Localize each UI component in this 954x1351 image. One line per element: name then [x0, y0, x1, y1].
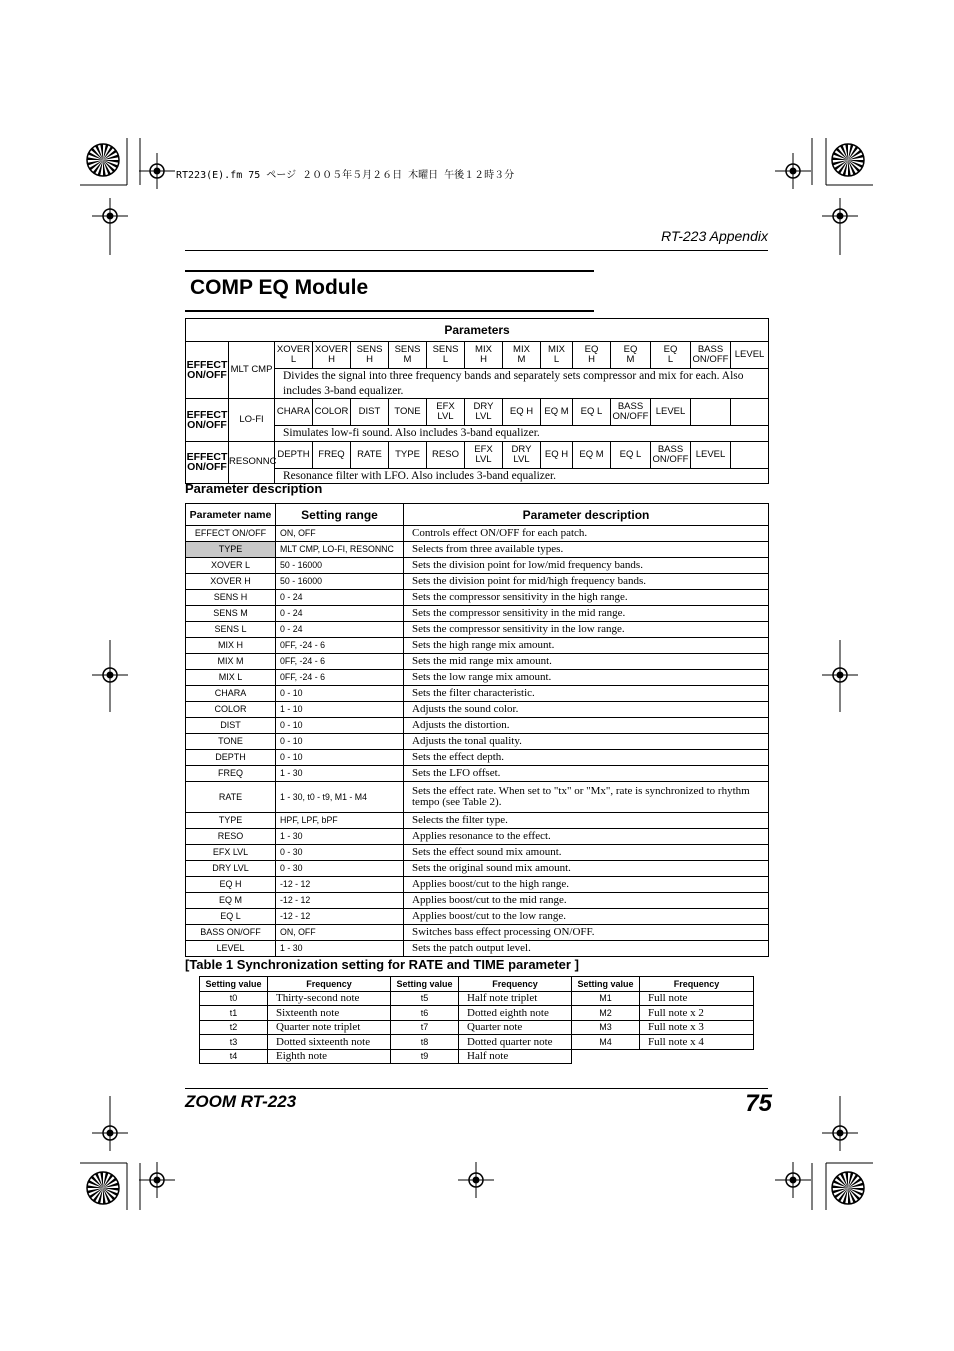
table-row [186, 542, 769, 558]
sync-setting-value: M3 [572, 1020, 640, 1035]
parameter-name: LEVEL [186, 941, 276, 957]
param-cell: XOVER H [313, 342, 351, 369]
crosshair-mark [469, 1173, 483, 1187]
param-cell: MIX M [503, 342, 541, 369]
param-cell: MIX L [541, 342, 573, 369]
param-cell: EQ M [611, 342, 651, 369]
parameter-name: SENS M [186, 606, 276, 622]
parameter-name: DRY LVL [186, 861, 276, 877]
parameter-description: Sets the high range mix amount. [404, 638, 769, 654]
table1-title: [Table 1 Synchronization setting for RATE and TIME parameter ] [185, 957, 579, 972]
setting-range: 1 - 10 [276, 702, 404, 718]
param-cell: EFX LVL [465, 441, 503, 468]
sync-header-frequency: Frequency [459, 977, 572, 992]
table-row [186, 606, 769, 622]
parameter-name: EFFECT ON/OFF [186, 526, 276, 542]
parameter-description: Sets the compressor sensitivity in the low range. [404, 622, 769, 638]
parameter-name: SENS H [186, 590, 276, 606]
sync-row [200, 1035, 754, 1050]
star-target-mark [87, 144, 119, 176]
parameter-description: Applies boost/cut to the mid range. [404, 893, 769, 909]
parameter-description: Sets the filter characteristic. [404, 686, 769, 702]
param-cell: EQ M [573, 441, 611, 468]
sync-header-setting: Setting value [391, 977, 459, 992]
table-row [186, 686, 769, 702]
table-row [186, 750, 769, 766]
parameter-name: DIST [186, 718, 276, 734]
table-row [186, 718, 769, 734]
parameters-row [186, 342, 769, 369]
sync-frequency: Half note triplet [459, 991, 572, 1006]
parameter-name: RATE [186, 782, 276, 813]
table-row [186, 670, 769, 686]
setting-range: 50 - 16000 [276, 574, 404, 590]
parameter-description: Applies resonance to the effect. [404, 829, 769, 845]
param-cell: EQ L [651, 342, 691, 369]
param-cell: BASS ON/OFF [651, 441, 691, 468]
sync-setting-value: M1 [572, 991, 640, 1006]
footer-brand: ZOOM RT-223 [185, 1092, 297, 1111]
parameter-description: Adjusts the tonal quality. [404, 734, 769, 750]
parameter-description: Applies boost/cut to the low range. [404, 909, 769, 925]
crosshair-mark [103, 1126, 117, 1140]
sync-row [200, 1049, 754, 1064]
footer-rule [185, 1088, 768, 1089]
star-target-mark [87, 1172, 119, 1204]
setting-range: -12 - 12 [276, 893, 404, 909]
param-cell: EQ H [573, 342, 611, 369]
param-cell: DRY LVL [465, 399, 503, 426]
sync-setting-value: t8 [391, 1035, 459, 1050]
parameter-name: MIX L [186, 670, 276, 686]
sync-setting-value: t0 [200, 991, 268, 1006]
param-cell [691, 399, 731, 426]
param-cell: DIST [351, 399, 389, 426]
parameter-name: MIX H [186, 638, 276, 654]
effect-description: Simulates low-fi sound. Also includes 3-band equalizer. [275, 426, 769, 442]
sync-frequency: Full note [640, 991, 754, 1006]
param-cell: EQ M [541, 399, 573, 426]
parameter-description: Applies boost/cut to the high range. [404, 877, 769, 893]
sync-frequency: Full note x 3 [640, 1020, 754, 1035]
param-cell: DEPTH [275, 441, 313, 468]
sync-frequency: Dotted sixteenth note [268, 1035, 391, 1050]
sync-header-setting: Setting value [572, 977, 640, 992]
sync-table [199, 976, 754, 1064]
parameter-name: XOVER H [186, 574, 276, 590]
sync-setting-value: t7 [391, 1020, 459, 1035]
sync-empty [572, 1049, 640, 1064]
crosshair-mark [786, 164, 800, 178]
setting-range: 0FF, -24 - 6 [276, 654, 404, 670]
sync-row [200, 1020, 754, 1035]
parameter-name: DEPTH [186, 750, 276, 766]
table-row [186, 734, 769, 750]
parameter-name: TONE [186, 734, 276, 750]
parameter-description: Adjusts the sound color. [404, 702, 769, 718]
table-row [186, 893, 769, 909]
parameter-name: BASS ON/OFF [186, 925, 276, 941]
parameter-name: EQ M [186, 893, 276, 909]
sync-setting-value: t4 [200, 1049, 268, 1064]
parameter-description: Sets the effect sound mix amount. [404, 845, 769, 861]
parameter-description: Switches bass effect processing ON/OFF. [404, 925, 769, 941]
sync-setting-value: t6 [391, 1006, 459, 1021]
parameter-description-title: Parameter description [185, 481, 323, 496]
crosshair-mark [786, 1173, 800, 1187]
effect-type-cell: RESONNC [229, 441, 275, 484]
crosshair-mark [103, 209, 117, 223]
parameter-description: Adjusts the distortion. [404, 718, 769, 734]
parameter-description: Sets the low range mix amount. [404, 670, 769, 686]
setting-range: -12 - 12 [276, 877, 404, 893]
parameter-name: EFX LVL [186, 845, 276, 861]
parameter-description: Sets the compressor sensitivity in the mid range. [404, 606, 769, 622]
effect-type-cell: LO-FI [229, 399, 275, 442]
effect-type-cell: MLT CMP [229, 342, 275, 399]
sync-empty [640, 1049, 754, 1064]
setting-range: -12 - 12 [276, 909, 404, 925]
setting-range: 0 - 10 [276, 718, 404, 734]
param-cell: BASS ON/OFF [691, 342, 731, 369]
sync-frequency: Sixteenth note [268, 1006, 391, 1021]
setting-range: ON, OFF [276, 925, 404, 941]
parameter-description: Sets the division point for mid/high frequency bands. [404, 574, 769, 590]
param-cell: RESO [427, 441, 465, 468]
parameter-name: SENS L [186, 622, 276, 638]
parameter-description: Sets the patch output level. [404, 941, 769, 957]
sync-setting-value: t3 [200, 1035, 268, 1050]
parameter-name: TYPE [186, 813, 276, 829]
table-row [186, 813, 769, 829]
parameter-description: Sets the mid range mix amount. [404, 654, 769, 670]
setting-range: HPF, LPF, bPF [276, 813, 404, 829]
parameter-name: FREQ [186, 766, 276, 782]
page-number: 75 [745, 1090, 772, 1117]
header-rule [185, 250, 768, 251]
setting-range: 0 - 24 [276, 622, 404, 638]
table-row [186, 574, 769, 590]
param-cell: SENS H [351, 342, 389, 369]
sync-frequency: Half note [459, 1049, 572, 1064]
sync-setting-value: M4 [572, 1035, 640, 1050]
parameter-name: CHARA [186, 686, 276, 702]
param-cell: SENS L [427, 342, 465, 369]
sync-frequency: Thirty-second note [268, 991, 391, 1006]
sync-frequency: Quarter note [459, 1020, 572, 1035]
table-row [186, 877, 769, 893]
table-row [186, 702, 769, 718]
param-cell: TYPE [389, 441, 427, 468]
col-header-range: Setting range [276, 504, 404, 526]
sync-setting-value: t2 [200, 1020, 268, 1035]
parameter-description-table [185, 503, 769, 957]
param-cell: EQ L [573, 399, 611, 426]
setting-range: 0 - 10 [276, 734, 404, 750]
col-header-description: Parameter description [404, 504, 769, 526]
setting-range: ON, OFF [276, 526, 404, 542]
setting-range: 1 - 30 [276, 766, 404, 782]
table-row [186, 654, 769, 670]
param-cell: EQ L [611, 441, 651, 468]
parameter-description: Sets the original sound mix amount. [404, 861, 769, 877]
table-row [186, 766, 769, 782]
param-cell: LEVEL [691, 441, 731, 468]
crosshair-mark [103, 668, 117, 682]
setting-range: 0 - 10 [276, 686, 404, 702]
table-row [186, 845, 769, 861]
parameter-name: EQ H [186, 877, 276, 893]
param-cell: EQ H [503, 399, 541, 426]
setting-range: 0FF, -24 - 6 [276, 638, 404, 654]
param-cell: EQ H [541, 441, 573, 468]
param-cell: MIX H [465, 342, 503, 369]
crosshair-mark [150, 1173, 164, 1187]
parameter-description: Sets the LFO offset. [404, 766, 769, 782]
sync-row [200, 991, 754, 1006]
sync-header-frequency: Frequency [640, 977, 754, 992]
print-header: RT223(E).fm 75 ページ ２００５年５月２６日 木曜日 午後１２時３分 [176, 170, 515, 181]
param-cell: LEVEL [651, 399, 691, 426]
setting-range: 0 - 24 [276, 590, 404, 606]
table-row [186, 925, 769, 941]
param-cell: BASS ON/OFF [611, 399, 651, 426]
sync-frequency: Quarter note triplet [268, 1020, 391, 1035]
crosshair-mark [833, 1126, 847, 1140]
col-header-name: Parameter name [186, 504, 276, 526]
parameter-description: Selects from three available types. [404, 542, 769, 558]
parameter-name: EQ L [186, 909, 276, 925]
sync-row [200, 1006, 754, 1021]
crosshair-mark [150, 164, 164, 178]
sync-frequency: Dotted eighth note [459, 1006, 572, 1021]
param-cell: LEVEL [731, 342, 769, 369]
table-row [186, 622, 769, 638]
sync-setting-value: t1 [200, 1006, 268, 1021]
crosshair-mark [833, 668, 847, 682]
effect-onoff-cell: EFFECT ON/OFF [186, 441, 229, 484]
sync-header-row [200, 977, 754, 992]
running-header: RT-223 Appendix [661, 228, 768, 244]
param-cell: TONE [389, 399, 427, 426]
setting-range: 0 - 10 [276, 750, 404, 766]
section-title-box [185, 270, 594, 312]
param-cell: SENS M [389, 342, 427, 369]
param-cell: FREQ [313, 441, 351, 468]
param-cell [731, 441, 769, 468]
parameter-description: Sets the division point for low/mid frequency bands. [404, 558, 769, 574]
parameter-name: COLOR [186, 702, 276, 718]
setting-range: 1 - 30 [276, 829, 404, 845]
effect-description: Resonance filter with LFO. Also includes 3-band equalizer. [275, 468, 769, 484]
sync-header-frequency: Frequency [268, 977, 391, 992]
sync-frequency: Dotted quarter note [459, 1035, 572, 1050]
param-cell: EFX LVL [427, 399, 465, 426]
table-row [186, 861, 769, 877]
effect-onoff-cell: EFFECT ON/OFF [186, 399, 229, 442]
sync-setting-value: t5 [391, 991, 459, 1006]
setting-range: 1 - 30 [276, 941, 404, 957]
parameter-name: MIX M [186, 654, 276, 670]
param-cell: DRY LVL [503, 441, 541, 468]
sync-setting-value: M2 [572, 1006, 640, 1021]
sync-setting-value: t9 [391, 1049, 459, 1064]
sync-frequency: Full note x 4 [640, 1035, 754, 1050]
crosshair-mark [833, 209, 847, 223]
param-cell: XOVER L [275, 342, 313, 369]
star-target-mark [832, 1172, 864, 1204]
sync-frequency: Eighth note [268, 1049, 391, 1064]
parameter-description: Sets the effect rate. When set to "tx" or "Mx", rate is synchronized to rhythm tempo (see Table 2). [404, 782, 769, 813]
parameters-row [186, 399, 769, 426]
sync-header-setting: Setting value [200, 977, 268, 992]
table-row [186, 829, 769, 845]
parameter-name: TYPE [186, 542, 276, 558]
setting-range: 0 - 24 [276, 606, 404, 622]
param-cell: COLOR [313, 399, 351, 426]
table-row [186, 526, 769, 542]
sync-frequency: Full note x 2 [640, 1006, 754, 1021]
parameter-description: Controls effect ON/OFF for each patch. [404, 526, 769, 542]
param-cell: RATE [351, 441, 389, 468]
section-title: COMP EQ Module [190, 276, 369, 299]
setting-range: 0 - 30 [276, 845, 404, 861]
parameters-header: Parameters [186, 319, 769, 342]
parameter-description: Sets the compressor sensitivity in the high range. [404, 590, 769, 606]
parameter-description: Sets the effect depth. [404, 750, 769, 766]
parameters-row [186, 441, 769, 468]
table-row [186, 590, 769, 606]
table-row [186, 941, 769, 957]
parameter-name: XOVER L [186, 558, 276, 574]
param-cell: CHARA [275, 399, 313, 426]
setting-range: 50 - 16000 [276, 558, 404, 574]
star-target-mark [832, 144, 864, 176]
table-row [186, 558, 769, 574]
effect-onoff-cell: EFFECT ON/OFF [186, 342, 229, 399]
param-cell [731, 399, 769, 426]
setting-range: MLT CMP, LO-FI, RESONNC [276, 542, 404, 558]
parameter-name: RESO [186, 829, 276, 845]
table-row [186, 782, 769, 813]
table-row [186, 909, 769, 925]
setting-range: 0 - 30 [276, 861, 404, 877]
setting-range: 1 - 30, t0 - t9, M1 - M4 [276, 782, 404, 813]
parameter-description: Selects the filter type. [404, 813, 769, 829]
parameters-table [185, 318, 769, 484]
table-row [186, 638, 769, 654]
effect-description: Divides the signal into three frequency bands and separately sets compressor and mix for each. Also includes 3-band equalizer. [275, 369, 769, 399]
setting-range: 0FF, -24 - 6 [276, 670, 404, 686]
